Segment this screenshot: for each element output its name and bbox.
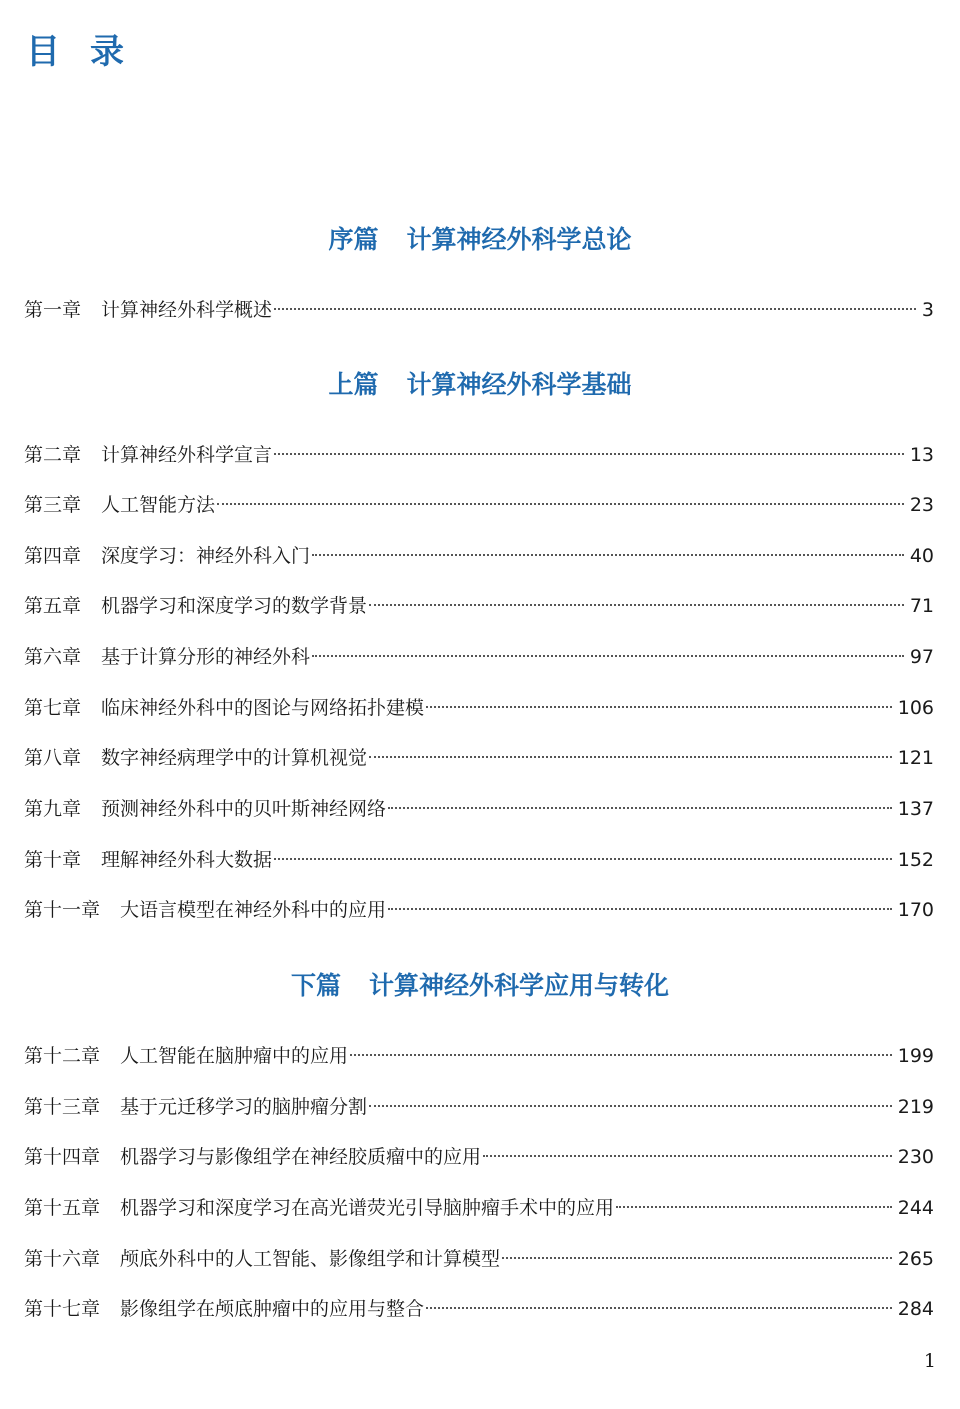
- toc-entry[interactable]: [24, 591, 934, 621]
- chapter-title: 计算神经外科学概述: [101, 299, 273, 321]
- toc-entry[interactable]: [24, 1193, 934, 1223]
- chapter-label: 第十一章: [24, 899, 101, 921]
- page-number: 230: [897, 1146, 934, 1168]
- chapter-label: 第五章: [24, 595, 82, 617]
- dot-leader: [483, 1155, 892, 1157]
- dot-leader: [274, 308, 916, 310]
- page-number: 13: [909, 444, 934, 466]
- toc-entry[interactable]: [24, 895, 934, 925]
- part-label: 序篇: [328, 225, 379, 254]
- page-number: 199: [897, 1045, 934, 1067]
- toc-entry[interactable]: [24, 642, 934, 672]
- part-label: 上篇: [328, 370, 379, 399]
- chapter-title: 机器学习和深度学习的数学背景: [101, 595, 368, 617]
- toc-entry[interactable]: [24, 1294, 934, 1324]
- toc-entry[interactable]: [24, 1244, 934, 1274]
- toc-entry[interactable]: [24, 295, 934, 325]
- chapter-title: 预测神经外科中的贝叶斯神经网络: [101, 798, 387, 820]
- chapter-label: 第十章: [24, 849, 82, 871]
- page-number: 170: [897, 899, 934, 921]
- dot-leader: [274, 858, 892, 860]
- chapter-title: 颅底外科中的人工智能、影像组学和计算模型: [120, 1248, 501, 1270]
- part-title: 计算神经外科学应用与转化: [369, 971, 670, 1000]
- chapter-title: 临床神经外科中的图论与网络拓扑建模: [101, 697, 425, 719]
- chapter-label: 第十四章: [24, 1146, 101, 1168]
- chapter-title: 机器学习和深度学习在高光谱荧光引导脑肿瘤手术中的应用: [120, 1197, 615, 1219]
- dot-leader: [312, 554, 904, 556]
- page-number: 219: [897, 1096, 934, 1118]
- chapter-label: 第十六章: [24, 1248, 101, 1270]
- dot-leader: [312, 655, 904, 657]
- dot-leader: [350, 1054, 892, 1056]
- page-number: 71: [909, 595, 934, 617]
- page-number: 3: [921, 299, 934, 321]
- page-number: 121: [897, 747, 934, 769]
- page-number: 152: [897, 849, 934, 871]
- chapter-title: 深度学习：神经外科入门: [101, 545, 311, 567]
- page-number-footer: 1: [923, 1350, 936, 1372]
- part-title: 计算神经外科学基础: [406, 370, 632, 399]
- chapter-label: 第八章: [24, 747, 82, 769]
- chapter-title: 数字神经病理学中的计算机视觉: [101, 747, 368, 769]
- chapter-label: 第七章: [24, 697, 82, 719]
- chapter-label: 第十七章: [24, 1298, 101, 1320]
- page-number: 40: [909, 545, 934, 567]
- dot-leader: [369, 756, 892, 758]
- chapter-title: 基于计算分形的神经外科: [101, 646, 311, 668]
- page-number: 137: [897, 798, 934, 820]
- chapter-label: 第二章: [24, 444, 82, 466]
- dot-leader: [388, 908, 892, 910]
- part-heading: [0, 968, 960, 1004]
- page-number: 23: [909, 494, 934, 516]
- chapter-label: 第十三章: [24, 1096, 101, 1118]
- part-heading: [0, 367, 960, 403]
- toc-entry[interactable]: [24, 743, 934, 773]
- toc-entry[interactable]: [24, 693, 934, 723]
- part-label: 下篇: [290, 971, 341, 1000]
- chapter-label: 第十二章: [24, 1045, 101, 1067]
- chapter-title: 机器学习与影像组学在神经胶质瘤中的应用: [120, 1146, 482, 1168]
- chapter-label: 第一章: [24, 299, 82, 321]
- chapter-title: 影像组学在颅底肿瘤中的应用与整合: [120, 1298, 425, 1320]
- toc-entry[interactable]: [24, 1041, 934, 1071]
- chapter-label: 第六章: [24, 646, 82, 668]
- chapter-title: 理解神经外科大数据: [101, 849, 273, 871]
- chapter-label: 第四章: [24, 545, 82, 567]
- toc-entry[interactable]: [24, 490, 934, 520]
- part-heading: [0, 222, 960, 258]
- chapter-label: 第三章: [24, 494, 82, 516]
- chapter-title: 人工智能在脑肿瘤中的应用: [120, 1045, 349, 1067]
- page-number: 106: [897, 697, 934, 719]
- toc-entry[interactable]: [24, 440, 934, 470]
- page-number: 244: [897, 1197, 934, 1219]
- dot-leader: [274, 453, 904, 455]
- dot-leader: [616, 1206, 892, 1208]
- dot-leader: [502, 1257, 892, 1259]
- chapter-label: 第十五章: [24, 1197, 101, 1219]
- toc-entry[interactable]: [24, 1092, 934, 1122]
- dot-leader: [426, 1307, 892, 1309]
- chapter-label: 第九章: [24, 798, 82, 820]
- toc-title: 目录: [26, 32, 154, 72]
- dot-leader: [426, 706, 892, 708]
- toc-entry[interactable]: [24, 541, 934, 571]
- toc-entry[interactable]: [24, 1142, 934, 1172]
- chapter-title: 大语言模型在神经外科中的应用: [120, 899, 387, 921]
- dot-leader: [217, 503, 904, 505]
- page-number: 97: [909, 646, 934, 668]
- chapter-title: 基于元迁移学习的脑肿瘤分割: [120, 1096, 368, 1118]
- dot-leader: [369, 1105, 892, 1107]
- page-number: 284: [897, 1298, 934, 1320]
- toc-entry[interactable]: [24, 845, 934, 875]
- page-number: 265: [897, 1248, 934, 1270]
- chapter-title: 计算神经外科学宣言: [101, 444, 273, 466]
- dot-leader: [369, 604, 904, 606]
- part-title: 计算神经外科学总论: [406, 225, 632, 254]
- toc-entry[interactable]: [24, 794, 934, 824]
- dot-leader: [388, 807, 892, 809]
- chapter-title: 人工智能方法: [101, 494, 216, 516]
